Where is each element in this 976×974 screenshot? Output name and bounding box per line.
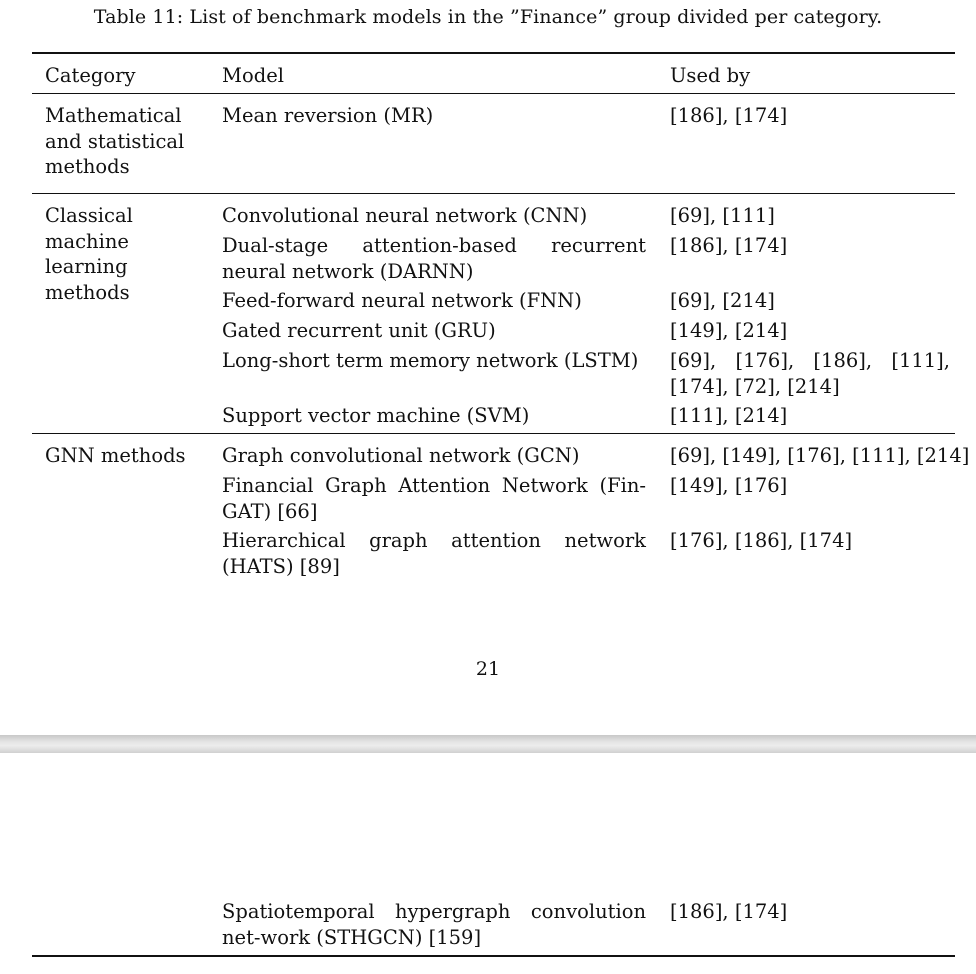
header-rule [32, 93, 955, 94]
table-row-model: Long-short term memory network (LSTM) [222, 349, 639, 372]
table-row-used-by: [176], [186], [174] [670, 529, 853, 552]
table-row-model: Hierarchical graph attention network (HATS) [89] [222, 529, 646, 578]
table-row-model: Feed-forward neural network (FNN) [222, 289, 582, 312]
bottom-rule [32, 955, 955, 957]
table-row-model: Mean reversion (MR) [222, 104, 434, 127]
table-row-model: Convolutional neural network (CNN) [222, 204, 588, 227]
category-gnn: GNN methods [45, 444, 186, 467]
table-row-used-by: [69], [214] [670, 289, 775, 312]
table-row-used-by: [69], [111] [670, 204, 775, 227]
header-used-by: Used by [670, 64, 751, 87]
table-row-used-by: [69], [149], [176], [111], [214] [670, 444, 970, 467]
table-row-used-by: [186], [174] [670, 900, 788, 923]
group-rule [32, 433, 955, 434]
page-number: 21 [475, 658, 501, 680]
table-row-used-by: [186], [174] [670, 234, 788, 257]
table-row-model: Dual-stage attention-based recurrent neural network (DARNN) [222, 234, 646, 283]
table-caption: Table 11: List of benchmark models in the ”Finance” group divided per category. [93, 6, 883, 28]
table-row-used-by: [111], [214] [670, 404, 788, 427]
page-22 [0, 753, 976, 974]
table-row-model: Graph convolutional network (GCN) [222, 444, 580, 467]
table-row-model: Spatiotemporal hypergraph convolution net-work (STHGCN) [159] [222, 900, 646, 949]
table-row-used-by: [149], [176] [670, 474, 788, 497]
table-row-used-by: [186], [174] [670, 104, 788, 127]
table-row-used-by: [149], [214] [670, 319, 788, 342]
page-separator [0, 735, 976, 753]
table-row-model: Support vector machine (SVM) [222, 404, 530, 427]
group-rule [32, 193, 955, 194]
category-mathematical: Mathematical and statistical methods [45, 104, 185, 178]
table-row-model: Gated recurrent unit (GRU) [222, 319, 496, 342]
table-row-model: Financial Graph Attention Network (Fin-GAT) [66] [222, 474, 646, 523]
top-rule [32, 52, 955, 54]
category-classical-ml: Classical machine learning methods [45, 204, 133, 304]
header-model: Model [222, 64, 284, 87]
table-row-used-by: [69], [176], [186], [111], [174], [72], [214] [670, 349, 950, 398]
header-category: Category [45, 64, 136, 87]
